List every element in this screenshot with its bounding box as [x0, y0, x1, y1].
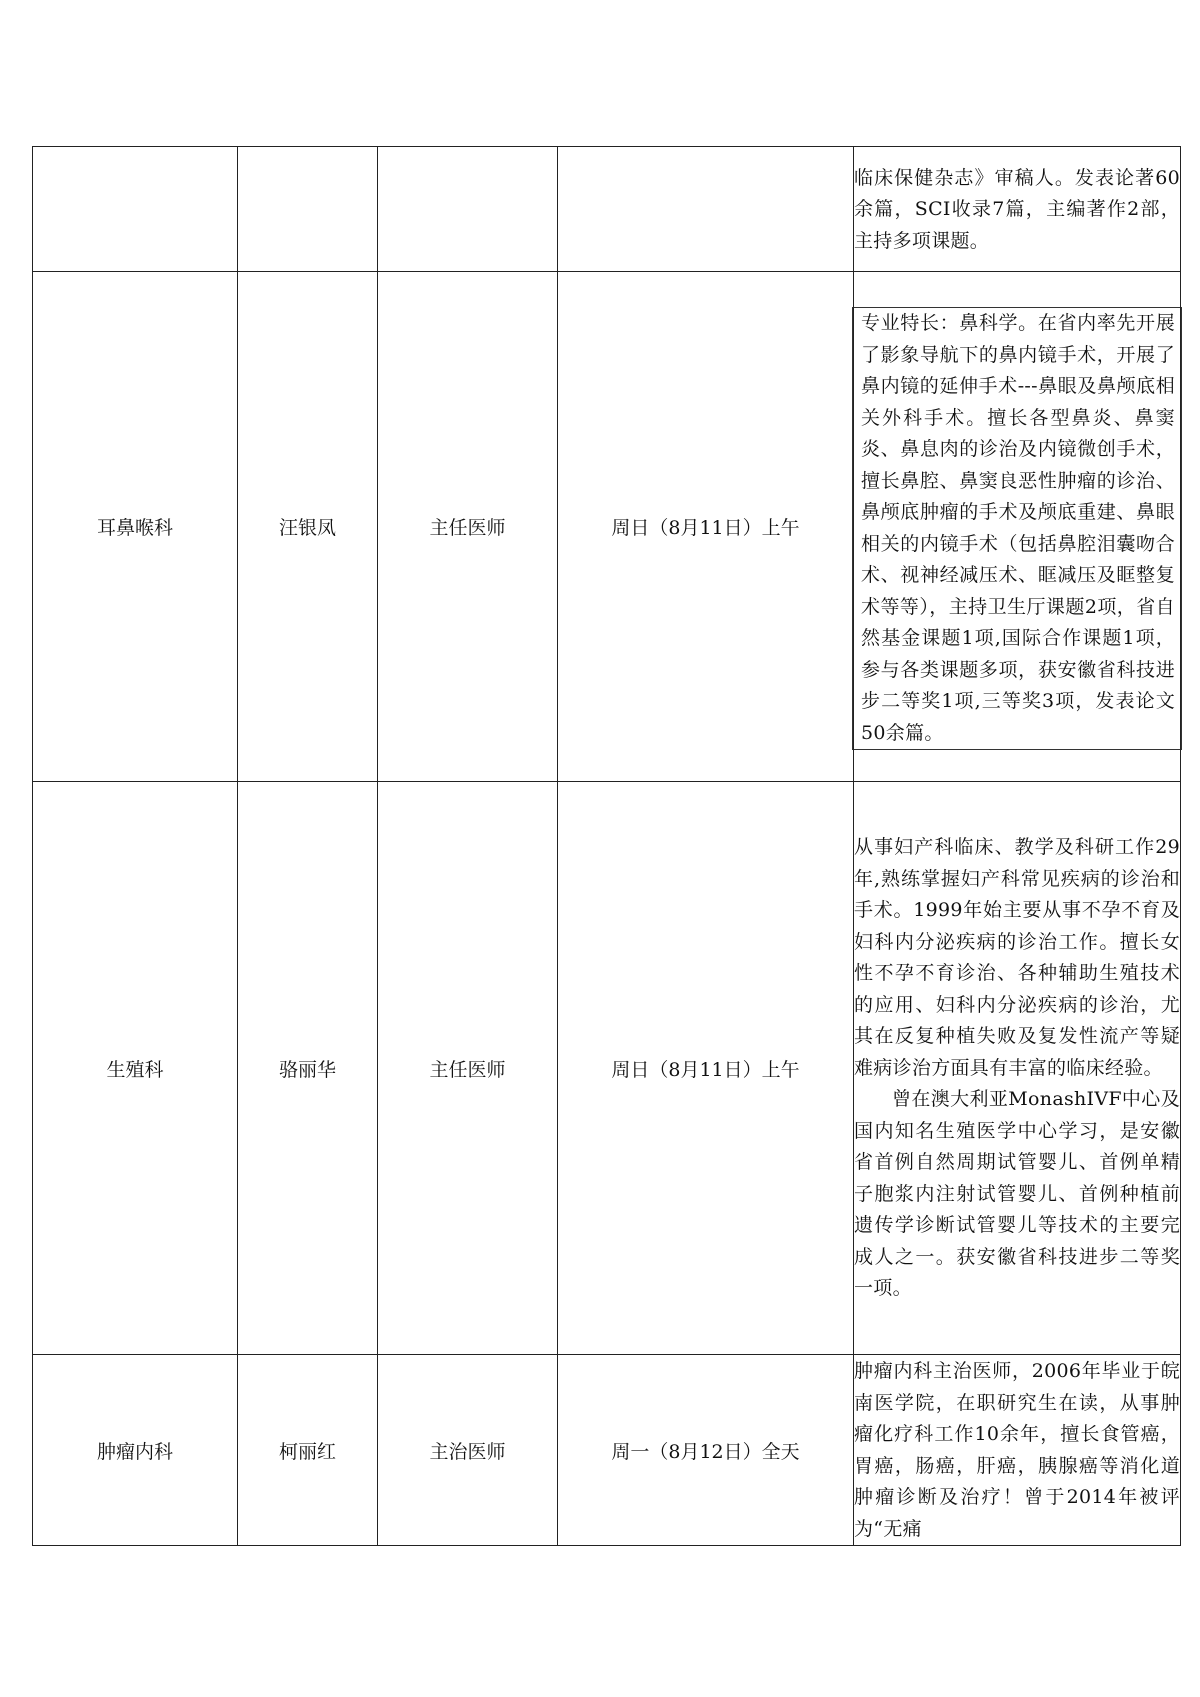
- description-cell: [854, 1355, 1181, 1546]
- table-row: [33, 782, 1181, 1355]
- doctor-name-cell: [238, 147, 378, 272]
- doctor-name-cell: 骆丽华: [238, 782, 378, 1355]
- description-box: [852, 307, 1182, 750]
- doctor-name-cell: 汪银凤: [238, 272, 378, 782]
- department-cell: 耳鼻喉科: [33, 272, 238, 782]
- description-text: 肿瘤内科主治医师，2006年毕业于皖南医学院，在职研究生在读，从事肿瘤化疗科工作10余年，擅长食管癌，胃癌，肠癌，肝癌，胰腺癌等消化道肿瘤诊断及治疗！曾于2014年被评为“无痛: [854, 1360, 1180, 1540]
- department-cell: 生殖科: [33, 782, 238, 1355]
- schedule-cell: 周日（8月11日）上午: [558, 272, 854, 782]
- doctor-title-cell: [378, 147, 558, 272]
- doctor-title-cell: 主治医师: [378, 1355, 558, 1546]
- schedule-cell: [558, 147, 854, 272]
- description-cell: [854, 782, 1181, 1355]
- table-row: [33, 1355, 1181, 1546]
- description-cell: [854, 147, 1181, 272]
- table-row: [33, 272, 1181, 782]
- schedule-cell: 周一（8月12日）全天: [558, 1355, 854, 1546]
- schedule-cell: 周日（8月11日）上午: [558, 782, 854, 1355]
- description-text: 专业特长：鼻科学。在省内率先开展了影象导航下的鼻内镜手术，开展了鼻内镜的延伸手术---鼻眼及鼻颅底相关外科手术。擅长各型鼻炎、鼻窦炎、鼻息肉的诊治及内镜微创手术，擅长鼻腔、鼻窦良恶性肿瘤的诊治、鼻颅底肿瘤的手术及颅底重建、鼻眼相关的内镜手术（包括鼻腔泪囊吻合术、视神经减压术、眶减压及眶整复术等等），主持卫生厅课题2项，省自然基金课题1项,国际合作课题1项，参与各类课题多项，获安徽省科技进步二等奖1项,三等奖3项，发表论文50余篇。: [861, 312, 1175, 744]
- department-cell: [33, 147, 238, 272]
- description-text-2: 曾在澳大利亚MonashIVF中心及国内知名生殖医学中心学习，是安徽省首例自然周期试管婴儿、首例单精子胞浆内注射试管婴儿、首例种植前遗传学诊断试管婴儿等技术的主要完成人之一。获安徽省科技进步二等奖一项。: [854, 1088, 1180, 1300]
- description-text: 临床保健杂志》审稿人。发表论著60余篇，SCI收录7篇，主编著作2部，主持多项课题。: [854, 166, 1180, 252]
- table-row: [33, 147, 1181, 272]
- expert-schedule-table: [32, 146, 1181, 1546]
- doctor-title-cell: 主任医师: [378, 272, 558, 782]
- description-cell: [854, 272, 1181, 782]
- doctor-title-cell: 主任医师: [378, 782, 558, 1355]
- department-cell: 肿瘤内科: [33, 1355, 238, 1546]
- description-text: 从事妇产科临床、教学及科研工作29年,熟练掌握妇产科常见疾病的诊治和手术。1999年始主要从事不孕不育及妇科内分泌疾病的诊治工作。擅长女性不孕不育诊治、各种辅助生殖技术的应用、妇科内分泌疾病的诊治，尤其在反复种植失败及复发性流产等疑难病诊治方面具有丰富的临床经验。: [854, 836, 1180, 1079]
- doctor-name-cell: 柯丽红: [238, 1355, 378, 1546]
